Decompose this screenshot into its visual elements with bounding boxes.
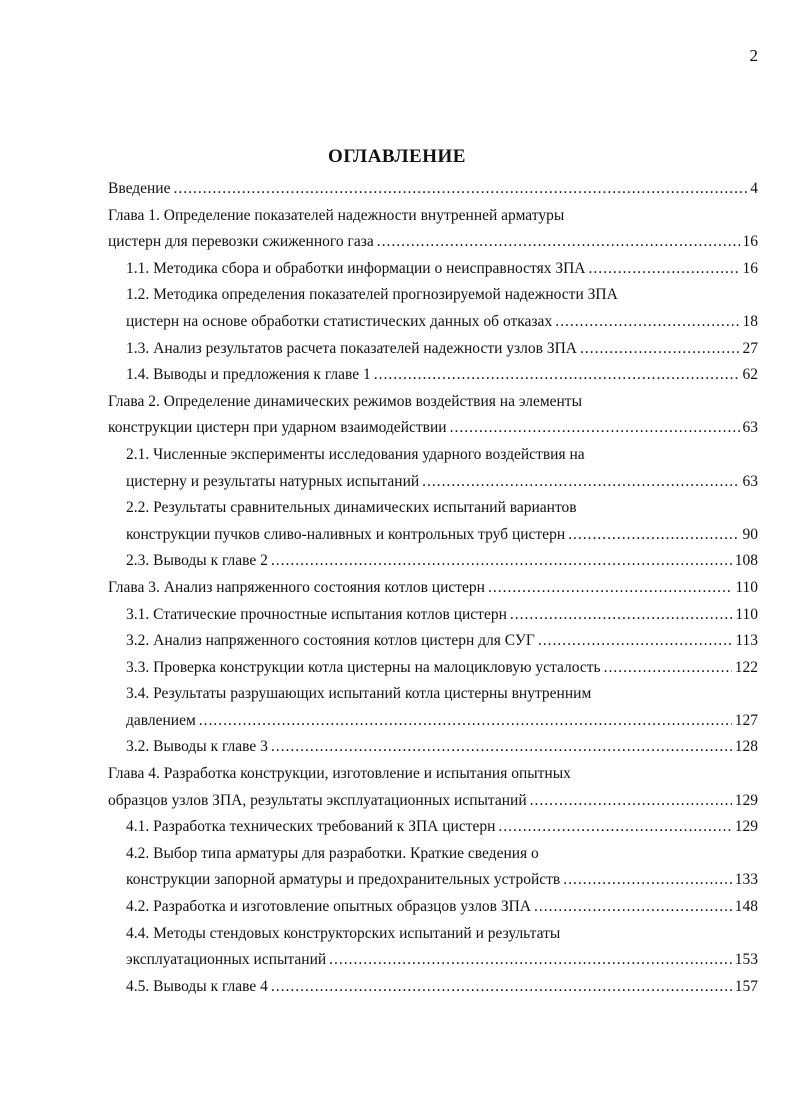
toc-entry (108, 495, 758, 548)
toc-entry-text: 2.2. Результаты сравнительных динамических испытаний вариантов (126, 499, 577, 517)
toc-entry-continued-line (108, 389, 758, 416)
toc-page-number: 127 (734, 711, 758, 729)
toc-entry (108, 336, 758, 363)
toc-entry-line (108, 415, 758, 442)
toc-entry-text: 3.2. Выводы к главе 3 (126, 738, 268, 756)
toc-page-number: 153 (734, 951, 758, 969)
dot-leader (173, 176, 747, 203)
toc-page-number: 16 (742, 233, 758, 251)
toc-entry (108, 442, 758, 495)
toc-entry-text: 4.2. Выбор типа арматуры для разработки. Краткие сведения о (126, 844, 539, 862)
toc-entry-text: 1.1. Методика сбора и обработки информации о неисправностях ЗПА (126, 259, 586, 277)
toc-entry-text: давлением (126, 711, 196, 729)
toc-entry-text: цистерну и результаты натурных испытаний (126, 472, 420, 490)
toc-entry-continued-line (108, 495, 758, 522)
toc-entry (108, 362, 758, 389)
toc-entry (108, 841, 758, 894)
toc-entry-line (108, 814, 758, 841)
toc-entry (108, 894, 758, 921)
dot-leader (374, 362, 740, 389)
toc-page-number: 148 (734, 898, 758, 916)
dot-leader (422, 469, 739, 496)
toc-entry-text: 3.4. Результаты разрушающих испытаний котла цистерны внутренним (126, 685, 592, 703)
table-of-contents (108, 176, 758, 1000)
toc-entry (108, 389, 758, 442)
toc-entry-line (108, 522, 758, 549)
toc-page-number: 18 (742, 312, 758, 330)
dot-leader (530, 788, 732, 815)
dot-leader (271, 974, 732, 1001)
dot-leader (450, 415, 740, 442)
toc-page-number: 157 (734, 977, 758, 995)
toc-entry-line (108, 176, 758, 203)
toc-entry-text: Глава 1. Определение показателей надежности внутренней арматуры (108, 206, 565, 224)
toc-entry (108, 575, 758, 602)
toc-entry-line (108, 708, 758, 735)
toc-entry-continued-line (108, 442, 758, 469)
toc-entry-text: 2.1. Численные эксперименты исследования ударного воздействия на (126, 445, 585, 463)
toc-entry (108, 974, 758, 1001)
toc-entry-text: 4.5. Выводы к главе 4 (126, 977, 268, 995)
toc-entry-text: 3.1. Статические прочностные испытания котлов цистерн (126, 605, 507, 623)
toc-entry-text: Глава 4. Разработка конструкции, изготовление и испытания опытных (108, 765, 571, 783)
toc-entry-continued-line (108, 282, 758, 309)
toc-entry-text: эксплуатационных испытаний (126, 951, 327, 969)
toc-entry-continued-line (108, 681, 758, 708)
toc-entry-text: 1.3. Анализ результатов расчета показателей надежности узлов ЗПА (126, 339, 577, 357)
toc-entry (108, 548, 758, 575)
dot-leader (329, 947, 732, 974)
toc-entry-text: 3.3. Проверка конструкции котла цистерны на малоцикловую усталость (126, 658, 601, 676)
dot-leader (510, 602, 732, 629)
toc-entry-line (108, 229, 758, 256)
toc-entry-line (108, 655, 758, 682)
dot-leader (534, 894, 732, 921)
toc-page-number: 4 (750, 180, 758, 197)
toc-entry (108, 655, 758, 682)
toc-entry-text: 1.2. Методика определения показателей прогнозируемой надежности ЗПА (126, 286, 618, 304)
dot-leader (498, 814, 731, 841)
toc-entry-text: конструкции пучков сливо-наливных и контрольных труб цистерн (126, 525, 566, 543)
toc-entry-continued-line (108, 921, 758, 948)
toc-page-number: 122 (734, 658, 758, 676)
toc-entry-line (108, 548, 758, 575)
toc-page-number: 128 (734, 738, 758, 756)
toc-page-number: 90 (742, 525, 758, 543)
toc-page-number: 108 (734, 552, 758, 570)
toc-page-number: 63 (742, 419, 758, 437)
toc-entry (108, 176, 758, 203)
toc-entry-line (108, 628, 758, 655)
toc-page-number: 129 (734, 791, 758, 809)
toc-entry-text: Глава 3. Анализ напряженного состояния котлов цистерн (108, 578, 485, 596)
toc-entry-line (108, 788, 758, 815)
toc-entry-text: Введение (108, 180, 171, 197)
dot-leader (271, 734, 732, 761)
toc-entry (108, 734, 758, 761)
toc-entry-line (108, 867, 758, 894)
toc-entry-text: 2.3. Выводы к главе 2 (126, 552, 268, 570)
dot-leader (580, 336, 740, 363)
dot-leader (568, 522, 739, 549)
dot-leader (271, 548, 732, 575)
toc-entry (108, 203, 758, 256)
dot-leader (604, 655, 732, 682)
toc-page-number: 63 (742, 472, 758, 490)
toc-page-number: 110 (735, 578, 758, 596)
dot-leader (538, 628, 732, 655)
toc-entry-text: цистерн на основе обработки статистических данных об отказах (126, 312, 553, 330)
toc-entry-line (108, 734, 758, 761)
toc-entry-line (108, 894, 758, 921)
dot-leader (563, 867, 732, 894)
toc-entry-line (108, 947, 758, 974)
toc-entry-line (108, 362, 758, 389)
page-number: 2 (749, 46, 758, 65)
toc-entry (108, 814, 758, 841)
dot-leader (377, 229, 740, 256)
toc-entry-line (108, 309, 758, 336)
toc-entry-continued-line (108, 841, 758, 868)
toc-entry-line (108, 469, 758, 496)
toc-entry-line (108, 575, 758, 602)
toc-entry-text: 4.4. Методы стендовых конструкторских испытаний и результаты (126, 924, 561, 942)
toc-entry-text: 1.4. Выводы и предложения к главе 1 (126, 366, 371, 384)
toc-entry (108, 761, 758, 814)
toc-page-number: 62 (742, 366, 758, 384)
dot-leader (555, 309, 739, 336)
toc-entry-text: цистерн для перевозки сжиженного газа (108, 233, 374, 251)
dot-leader (488, 575, 732, 602)
toc-entry-line (108, 602, 758, 629)
toc-entry-continued-line (108, 761, 758, 788)
toc-entry-line (108, 336, 758, 363)
toc-entry (108, 282, 758, 335)
toc-page-number: 133 (734, 871, 758, 889)
toc-page-number: 110 (735, 605, 758, 623)
toc-page-number: 16 (742, 259, 758, 277)
toc-entry (108, 256, 758, 283)
toc-entry (108, 921, 758, 974)
toc-title: ОГЛАВЛЕНИЕ (328, 146, 466, 167)
toc-entry-text: Глава 2. Определение динамических режимов воздействия на элементы (108, 392, 582, 410)
toc-entry-text: 3.2. Анализ напряженного состояния котлов цистерн для СУГ (126, 632, 535, 650)
toc-entry-continued-line (108, 203, 758, 230)
toc-entry-line (108, 256, 758, 283)
toc-entry (108, 602, 758, 629)
toc-entry (108, 681, 758, 734)
toc-entry-text: конструкции запорной арматуры и предохранительных устройств (126, 871, 561, 889)
toc-page-number: 27 (742, 339, 758, 357)
toc-entry-text: 4.2. Разработка и изготовление опытных образцов узлов ЗПА (126, 898, 532, 916)
toc-entry-line (108, 974, 758, 1001)
toc-page-number: 113 (735, 632, 758, 650)
toc-entry (108, 628, 758, 655)
dot-leader (199, 708, 732, 735)
toc-page-number: 129 (734, 818, 758, 836)
toc-entry-text: 4.1. Разработка технических требований к ЗПА цистерн (126, 818, 496, 836)
dot-leader (588, 256, 739, 283)
toc-entry-text: образцов узлов ЗПА, результаты эксплуатационных испытаний (108, 791, 527, 809)
toc-entry-text: конструкции цистерн при ударном взаимодействии (108, 419, 447, 437)
